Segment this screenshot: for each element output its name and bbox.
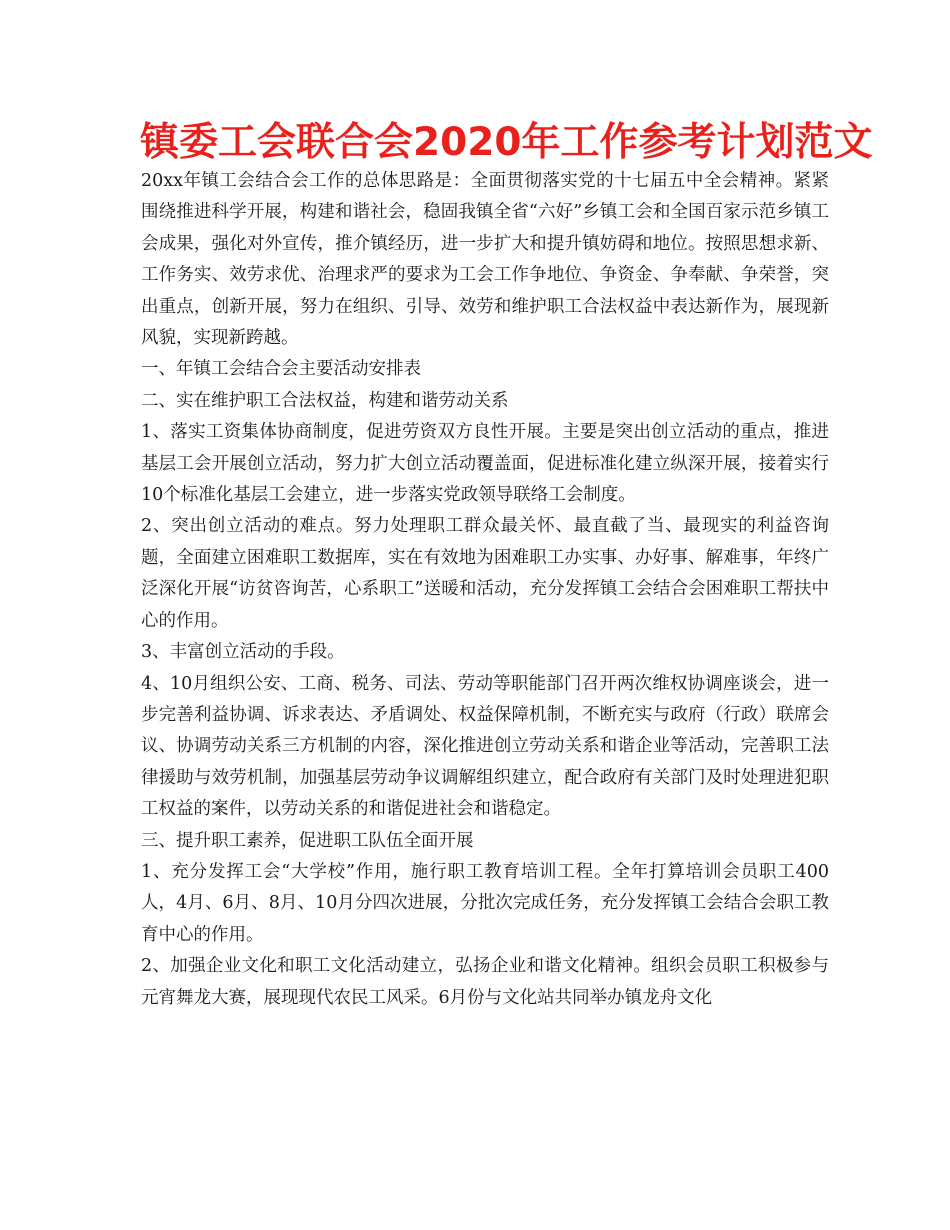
document-title: 镇委工会联合会2020年工作参考计划范文 — [140, 120, 873, 165]
section-3-item-1: 1、充分发挥工会“大学校”作用，施行职工教育培训工程。全年打算培训会员职工400人，4月、6月、8月、10月分四次进展，分批次完成任务，充分发挥镇工会结合会职工教育中心的作用。 — [141, 861, 829, 945]
intro-paragraph: 20xx年镇工会结合会工作的总体思路是：全面贯彻落实党的十七届五中全会精神。紧紧围绕推进科学开展，构建和谐社会，稳固我镇全省“六好”乡镇工会和全国百家示范乡镇工会成果，强化对外宣传，推介镇经历，进一步扩大和提升镇妨碍和地位。按照思想求新、工作务实、效劳求优、治理求严的要求为工会工作争地位、争资金、争奉献、争荣誉，突出重点，创新开展，努力在组织、引导、效劳和维护职工合法权益中表达新作为，展现新风貌，实现新跨越。 — [141, 171, 829, 349]
section-heading-3: 三、提升职工素养，促进职工队伍全面开展 — [141, 830, 474, 851]
document-body — [141, 166, 829, 1014]
section-heading-1: 一、年镇工会结合会主要活动安排表 — [141, 359, 421, 380]
section-2-item-4: 4、10月组织公安、工商、税务、司法、劳动等职能部门召开两次维权协调座谈会，进一步完善利益协调、诉求表达、矛盾调处、权益保障机制，不断充实与政府（行政）联席会议、协调劳动关系三方机制的内容，深化推进创立劳动关系和谐企业等活动，完善职工法律援助与效劳机制，加强基层劳动争议调解组织建立，配合政府有关部门及时处理进犯职工权益的案件，以劳动关系的和谐促进社会和谐稳定。 — [141, 673, 829, 820]
section-2-item-3: 3、丰富创立活动的手段。 — [141, 642, 345, 663]
section-2-item-2: 2、突出创立活动的难点。努力处理职工群众最关怀、最直截了当、最现实的利益咨询题，全面建立困难职工数据库，实在有效地为困难职工办实事、办好事、解难事，年终广泛深化开展“访贫咨询苦，心系职工”送暖和活动，充分发挥镇工会结合会困难职工帮扶中心的作用。 — [141, 516, 829, 631]
section-3-item-2: 2、加强企业文化和职工文化活动建立，弘扬企业和谐文化精神。组织会员职工积极参与元宵舞龙大赛，展现现代农民工风采。6月份与文化站共同举办镇龙舟文化 — [141, 956, 829, 1008]
section-2-item-1: 1、落实工资集体协商制度，促进劳资双方良性开展。主要是突出创立活动的重点，推进基层工会开展创立活动，努力扩大创立活动覆盖面，促进标准化建立纵深开展，接着实行10个标准化基层工会建立，进一步落实党政领导联络工会制度。 — [141, 422, 829, 506]
section-heading-2: 二、实在维护职工合法权益，构建和谐劳动关系 — [141, 390, 509, 411]
